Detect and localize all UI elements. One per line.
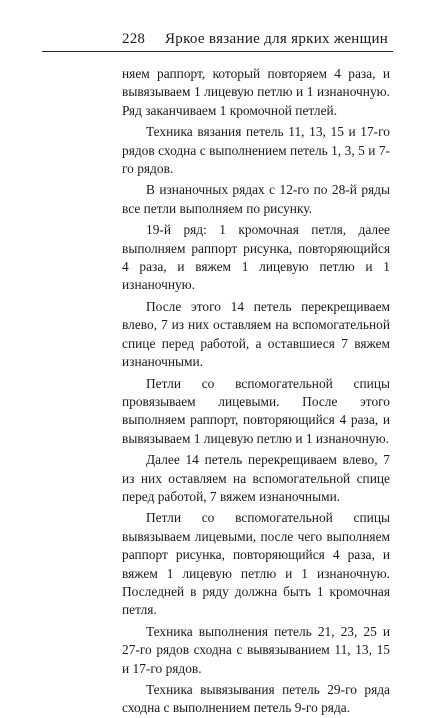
header-rule xyxy=(42,51,393,52)
paragraph: Петли со вспомогательной спицы провязываем лицевыми. После этого выполняем раппорт, повторяющийся 4 раза, и вывязываем 1 лицевую петлю и 1 изнаночную. xyxy=(122,375,390,446)
paragraph: Техника вывязывания петель 29-го ряда сходна с выполнением петель 9-го ряда. xyxy=(122,682,390,716)
paragraph: Далее 14 петель перекрещиваем влево, 7 из них оставляем на вспомогательной спице перед работой, 7 вяжем изнаночными. xyxy=(122,452,390,504)
running-header xyxy=(42,29,395,51)
paragraph: Техника вязания петель 11, 13, 15 и 17-го рядов сходна с выполнением петель 1, 3, 5 и 7-го рядов. xyxy=(122,124,390,177)
paragraph: няем раппорт, который повторяем 4 раза, и вывязываем 1 лицевую петлю и 1 изнаночную. Ряд заканчиваем 1 кромочной петлей. xyxy=(122,66,390,118)
paragraph: Петли со вспомогательной спицы вывязываем лицевыми, после чего выполняем раппорт рисунка, повторяющийся 4 раза, и вяжем 1 лицевую петлю и 1 изнаночную. Последней в ряду должна быть 1 кромочная петля. xyxy=(122,510,390,618)
paragraph: После этого 14 петель перекрещиваем влево, 7 из них оставляем на вспомогательной спице перед работой, а оставшиеся 7 вяжем изнаночными. xyxy=(122,298,390,370)
paragraph: Техника выполнения петель 21, 23, 25 и 27-го рядов сходна с вывязыванием 11, 13, 15 и 17-го рядов. xyxy=(122,623,390,676)
page-number: 228 xyxy=(122,31,146,47)
paragraph: 19-й ряд: 1 кромочная петля, далее выполняем раппорт рисунка, повторяющийся 4 раза, и вяжем 1 лицевую петлю и 1 изнаночную. xyxy=(122,222,390,293)
body-text xyxy=(122,65,390,718)
running-title: Яркое вязание для ярких женщин xyxy=(165,31,389,47)
paragraph: В изнаночных рядах с 12-го по 28-й ряды все петли выполняем по рисунку. xyxy=(122,182,390,216)
